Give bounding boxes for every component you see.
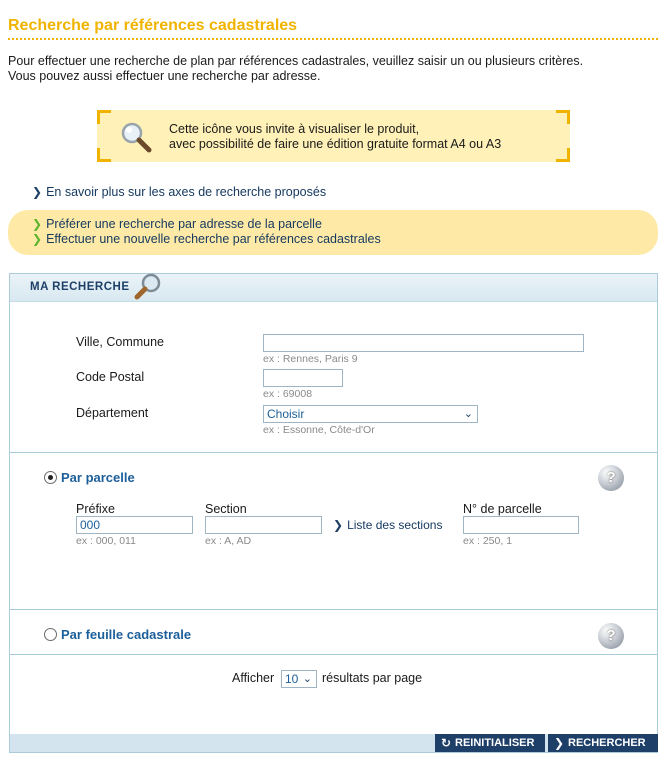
refresh-icon: ↻ <box>441 736 452 750</box>
info-text <box>169 122 501 152</box>
info-line-1: Cette icône vous invite à visualiser le produit, <box>169 122 420 136</box>
feuille-radio[interactable] <box>44 628 57 641</box>
sections-list-label: Liste des sections <box>347 518 443 532</box>
department-select[interactable] <box>263 405 478 423</box>
learn-more-link[interactable] <box>32 185 326 199</box>
chevron-right-icon: ❯ <box>32 185 43 199</box>
feuille-title[interactable]: Par feuille cadastrale <box>61 627 192 642</box>
search-label: RECHERCHER <box>568 737 646 749</box>
title-divider <box>8 38 658 40</box>
postal-code-hint: ex : 69008 <box>263 388 313 400</box>
section-divider <box>10 609 657 610</box>
prefix-label: Préfixe <box>76 502 115 516</box>
city-label: Ville, Commune <box>76 335 165 349</box>
panel-title: MA RECHERCHE <box>30 281 130 293</box>
postal-code-input[interactable] <box>263 369 343 387</box>
results-count-value: 10 <box>285 672 299 686</box>
chevron-down-icon: ⌄ <box>302 673 312 685</box>
panel-footer <box>10 734 657 752</box>
reset-label: REINITIALISER <box>455 737 535 749</box>
chevron-right-icon: ❯ <box>554 736 565 750</box>
intro-text <box>8 54 583 84</box>
parcel-number-hint: ex : 250, 1 <box>463 535 513 547</box>
search-button[interactable] <box>548 734 658 752</box>
section-divider <box>10 654 657 655</box>
help-icon[interactable]: ? <box>598 465 624 491</box>
parcel-number-input[interactable] <box>463 516 579 534</box>
info-line-2: avec possibilité de faire une édition gratuite format A4 ou A3 <box>169 137 502 151</box>
help-icon[interactable]: ? <box>598 623 624 649</box>
chevron-right-icon: ❯ <box>32 232 43 246</box>
intro-line-2: Vous pouvez aussi effectuer une recherche par adresse. <box>8 69 321 83</box>
city-input[interactable] <box>263 334 584 352</box>
magnifier-icon <box>119 120 153 157</box>
section-divider <box>10 452 657 453</box>
chevron-right-icon: ❯ <box>32 217 43 231</box>
magnifier-icon <box>132 272 164 305</box>
chevron-right-icon: ❯ <box>333 518 344 532</box>
section-label: Section <box>205 502 247 516</box>
section-input[interactable] <box>205 516 322 534</box>
postal-code-label: Code Postal <box>76 370 145 384</box>
page-title: Recherche par références cadastrales <box>8 17 298 34</box>
results-per-page-select[interactable] <box>281 670 317 688</box>
city-hint: ex : Rennes, Paris 9 <box>263 353 358 365</box>
new-search-label: Effectuer une nouvelle recherche par références cadastrales <box>46 232 381 246</box>
results-prefix-label: Afficher <box>232 671 275 685</box>
search-panel <box>9 273 658 753</box>
results-suffix-label: résultats par page <box>322 671 423 685</box>
sections-list-link[interactable] <box>333 518 442 532</box>
panel-header <box>10 274 657 302</box>
parcelle-radio[interactable] <box>44 471 57 484</box>
parcel-number-label: N° de parcelle <box>463 502 542 516</box>
prefix-hint: ex : 000, 011 <box>76 535 136 547</box>
department-hint: ex : Essonne, Côte-d'Or <box>263 424 375 436</box>
prefix-input[interactable] <box>76 516 193 534</box>
section-hint: ex : A, AD <box>205 535 252 547</box>
prefer-address-label: Préférer une recherche par adresse de la parcelle <box>46 217 322 231</box>
alternative-search-band <box>8 210 658 255</box>
department-label: Département <box>76 406 149 420</box>
learn-more-label: En savoir plus sur les axes de recherche proposés <box>46 185 327 199</box>
department-selected-value: Choisir <box>267 407 305 421</box>
info-box <box>97 110 570 162</box>
intro-line-1: Pour effectuer une recherche de plan par références cadastrales, veuillez saisir un ou plusieurs critères. <box>8 54 584 68</box>
parcelle-title[interactable]: Par parcelle <box>61 470 135 485</box>
new-search-link[interactable] <box>32 232 381 246</box>
prefer-address-link[interactable] <box>32 217 322 231</box>
reset-button[interactable] <box>435 734 545 752</box>
chevron-down-icon: ⌄ <box>463 408 473 420</box>
